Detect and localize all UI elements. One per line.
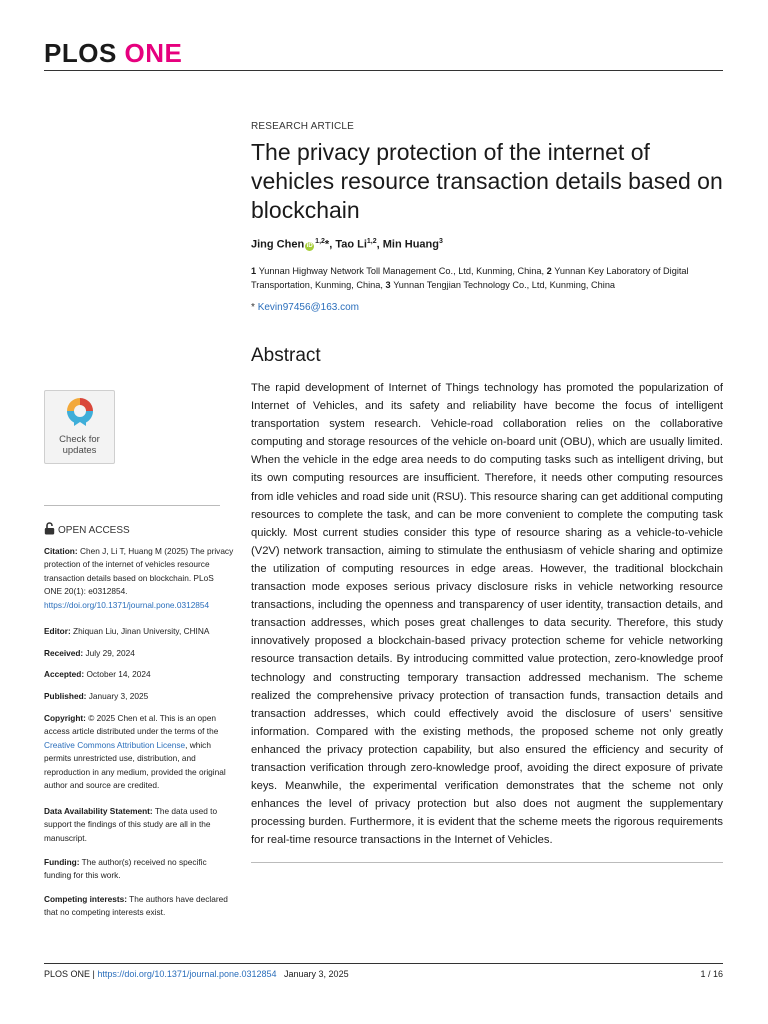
header-divider [44, 70, 723, 71]
received-date: July 29, 2024 [85, 648, 135, 658]
author-name[interactable]: Min Huang [382, 238, 439, 251]
funding-text: The author(s) received no specific funding for this work. [44, 857, 207, 881]
data-availability-text: The data used to support the findings of this study are all in the manuscript. [44, 806, 218, 843]
author-affiliation-sup: 1,2 [366, 238, 377, 245]
check-for-updates-line1: Check for [59, 434, 100, 445]
abstract-text: The rapid development of Internet of Things technology has promoted the popularization of Internet of Vehicles, and its safety and reliability have become the focus of intelligent transportation system research. Vehicle-road collaboration relies on the collaborative computing and storage resources of the vehicle on-board unit (OBU), which are usually limited. When the vehicle in the edge area needs to do computing tasks such as intelligent driving, but its own computing resources are insufficient. Therefore, it needs other computing resources from idle vehicles and road side unit (RSU). This resource sharing can get additional computing resources to complete the task, and can be more convenient to complete the computing task quickly. Most current studies consider this type of resource sharing as a vehicle-to-vehicle (V2V) network transaction, aiming to stimulate the enthusiasm of vehicle sharing and optimize the utilization of computing resources in edge areas. However, the traditional blockchain transaction mode exposes serious privacy disclosure risks in vehicle networking resource transactions, including the openness and transparency of user identity, transaction details, and transaction addresses, which poses great challenges to data security. Therefore, this study innovatively proposed a blockchain-based privacy protection scheme for vehicle networking resource transaction details. By introducing committed value protection, zero-knowledge proof technology and constructing temporary transaction addressed mechanism. The scheme realized the comprehensive privacy protection of transaction funds, transaction details and transaction addresses, which could effectively avoid the disclosure of users’ sensitive information. Compared with the existing methods, the proposed scheme not only greatly enhanced the privacy protection capability, but also ensured the efficiency and security of transaction verification through zero-knowledge proof, avoiding the direct exposure of private keys. Meanwhile, the experimental verification demonstrates that the scheme not only enhances the level of privacy protection but also does not augment the supplementary processing burden. Furthermore, it is evident that the scheme meets the rigorous requirements for real-time resource transactions in the Internet of Vehicles. [251, 382, 723, 847]
data-availability-block [44, 805, 234, 845]
open-access-text: OPEN ACCESS [58, 525, 130, 536]
editor-label: Editor: [44, 626, 71, 636]
open-lock-icon [44, 522, 55, 535]
received-label: Received: [44, 648, 84, 658]
copyright-label: Copyright: [44, 713, 86, 723]
affiliation-text: Yunnan Highway Network Toll Management Co., Ltd, Kunming, China, [258, 266, 544, 276]
citation-block [44, 545, 234, 612]
published-block [44, 690, 234, 703]
footer-journal: PLOS ONE [44, 969, 91, 979]
author-name[interactable]: Jing Chen [251, 238, 305, 251]
article-type-label: RESEARCH ARTICLE [251, 121, 355, 132]
author-affiliation-sup: 3 [438, 238, 443, 245]
logo-plos-text: PLOS [44, 38, 117, 68]
accepted-block [44, 668, 234, 681]
competing-interests-block [44, 893, 234, 920]
crossmark-icon [66, 397, 94, 427]
funding-block [44, 856, 234, 883]
author-list: Jing Chen iD$^{1,2}$*, Tao Li$^{1,2}$, Min Huang$^3$ [251, 238, 443, 251]
footer-date: January 3, 2025 [284, 969, 349, 979]
editor-block [44, 625, 234, 638]
abstract-heading: Abstract [251, 345, 321, 366]
competing-interests-text: The authors have declared that no competing interests exist. [44, 894, 228, 918]
data-availability-label: Data Availability Statement: [44, 806, 153, 816]
article-title: The privacy protection of the internet of vehicles resource transaction details based on blockchain [251, 139, 723, 223]
corresponding-email-link[interactable]: Kevin97456@163.com [257, 302, 360, 313]
plos-one-logo[interactable] [44, 38, 182, 69]
funding-label: Funding: [44, 857, 80, 867]
author-affiliation-sup: 1,2 [315, 238, 325, 245]
citation-doi-link[interactable]: https://doi.org/10.1371/journal.pone.0312854 [44, 599, 210, 610]
competing-interests-label: Competing interests: [44, 894, 127, 904]
abstract-divider [251, 862, 723, 863]
affiliation-number: 1 [251, 266, 257, 276]
affiliation-number: 3 [385, 280, 391, 290]
accepted-date: October 14, 2024 [86, 669, 151, 679]
affiliation-text: Yunnan Tengjian Technology Co., Ltd, Kunming, China [393, 280, 616, 290]
check-for-updates-line2: updates [62, 445, 97, 456]
check-for-updates-label [45, 434, 114, 456]
published-label: Published: [44, 691, 87, 701]
footer-citation [44, 969, 349, 979]
logo-one-text: ONE [124, 38, 183, 68]
open-access-label [44, 522, 130, 536]
corresponding-star: * [251, 302, 255, 313]
author-name[interactable]: Tao Li [335, 238, 367, 251]
citation-label: Citation: [44, 546, 78, 556]
footer-doi-link[interactable]: https://doi.org/10.1371/journal.pone.0312854 [97, 969, 277, 979]
received-block [44, 647, 234, 660]
citation-text: Chen J, Li T, Huang M (2025) The privacy protection of the internet of vehicles resource transaction details based on blockchain. PLoS ONE 20(1): e0312854. [44, 546, 234, 597]
affiliation-text: Yunnan Key Laboratory of Digital Transportation, Kunming, China, [251, 266, 689, 290]
editor-text: Zhiquan Liu, Jinan University, CHINA [73, 626, 210, 636]
copyright-text: © 2025 Chen et al. This is an open access article distributed under the terms of the [44, 713, 219, 737]
accepted-label: Accepted: [44, 669, 85, 679]
orcid-icon[interactable]: iD [306, 242, 313, 249]
affiliation-number: 2 [546, 266, 552, 276]
corresponding-mark: * [324, 238, 330, 251]
check-for-updates-badge[interactable] [44, 390, 115, 464]
sidebar-divider [44, 505, 220, 506]
page-number: 1 / 16 [700, 969, 723, 979]
footer-separator: | [90, 969, 98, 979]
copyright-block [44, 712, 234, 792]
affiliations [251, 264, 731, 292]
copyright-text-end: , which permits unrestricted use, distribution, and reproduction in any medium, provided the original author and source are credited. [44, 739, 226, 791]
published-date: January 3, 2025 [88, 691, 149, 701]
license-link[interactable]: Creative Commons Attribution License [44, 739, 186, 750]
footer-divider [44, 963, 723, 964]
corresponding-author [251, 302, 359, 313]
